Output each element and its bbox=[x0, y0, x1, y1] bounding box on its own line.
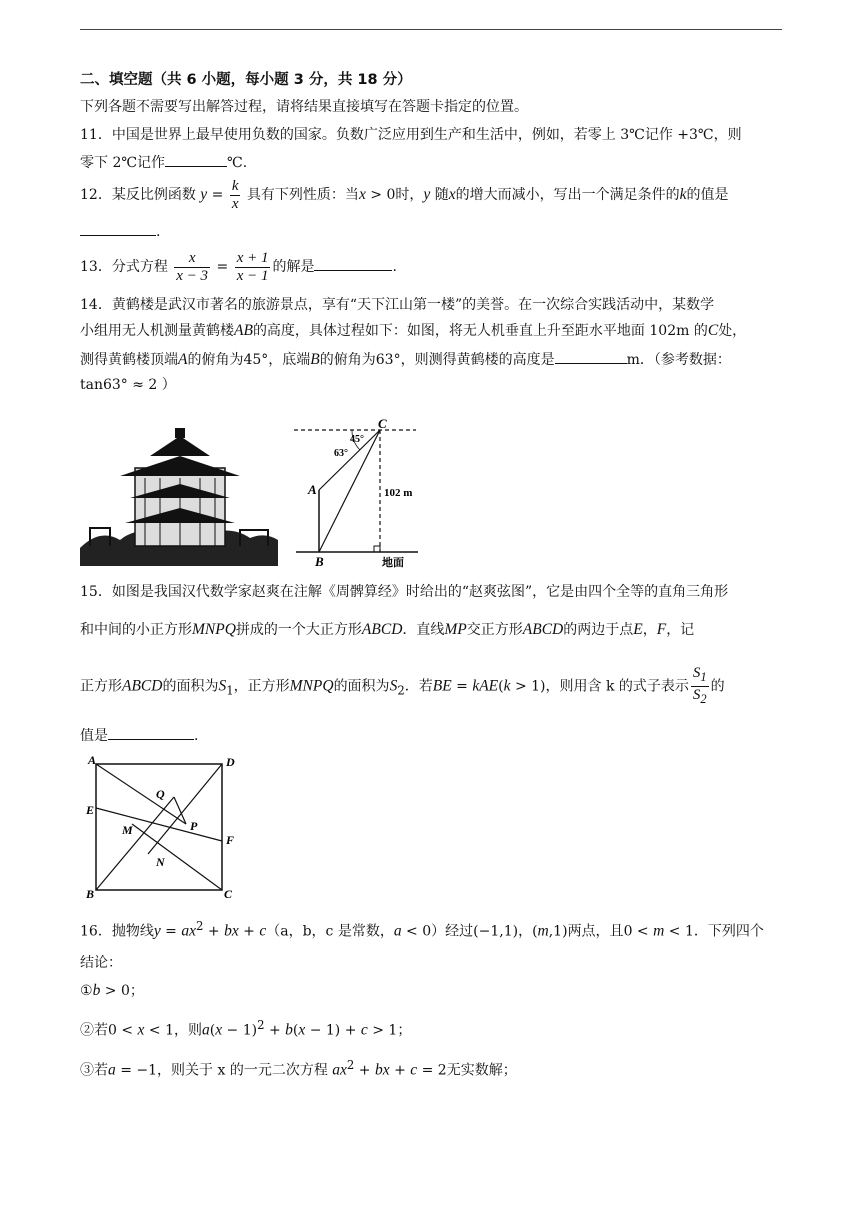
answer-blank-15[interactable] bbox=[108, 725, 194, 740]
q13-text-a: 13．分式方程 bbox=[80, 259, 168, 275]
q13-fraction-right: $\frac{x + 1}{x - 1}$ bbox=[236, 249, 269, 284]
q13-fraction-left: $\frac{x}{x - 3}$ bbox=[176, 249, 209, 284]
label-C: C bbox=[378, 418, 387, 431]
q11-text: 零下 2℃记作 bbox=[80, 155, 166, 171]
q11-unit: ℃. bbox=[227, 155, 248, 171]
label-N: N bbox=[156, 855, 165, 869]
q15-line1: 15．如图是我国汉代数学家赵爽在注解《周髀算经》时给出的“赵爽弦图”，它是由四个全等的直角三角形 bbox=[80, 584, 729, 600]
label-A: A bbox=[308, 482, 317, 497]
top-rule bbox=[80, 29, 782, 30]
label-ground: 地面 bbox=[382, 557, 404, 568]
q12-text-d: 随 bbox=[434, 187, 449, 203]
answer-blank-12[interactable] bbox=[80, 221, 156, 236]
q15-fraction: $\frac{S_1}{S_2}$ bbox=[692, 665, 707, 706]
zhao-shuang-figure bbox=[84, 752, 244, 900]
q16-line2: 结论： bbox=[80, 955, 122, 971]
label-F: F bbox=[226, 833, 235, 847]
label-A: A bbox=[88, 753, 97, 767]
q12-text-f: 的值是 bbox=[686, 187, 729, 203]
label-height: 102 m bbox=[384, 487, 413, 499]
q12-text-a: 12．某反比例函数 bbox=[80, 187, 196, 203]
q13-text-b: 的解是 bbox=[272, 259, 315, 275]
q14-line2: 小组用无人机测量黄鹤楼AB的高度，具体过程如下：如图，将无人机垂直上升至距水平地面 102m 的C处， bbox=[80, 322, 747, 339]
section-instruction: 下列各题不需要写出解答过程，请将结果直接填写在答题卡指定的位置。 bbox=[80, 99, 528, 115]
yellow-crane-tower-illustration bbox=[80, 428, 280, 566]
label-B: B bbox=[315, 554, 324, 568]
q12-condition: x bbox=[358, 186, 366, 203]
q14-line3: 测得黄鹤楼顶端A的俯角为45°，底端B的俯角为63°，则测得黄鹤楼的高度是 m．（参考数据： bbox=[80, 351, 731, 368]
q16-conclusion-3: ③若a = −1，则关于 x 的一元二次方程 $ax^2$ + bx + c = 2无实数解； bbox=[80, 1058, 517, 1079]
label-63: 63° bbox=[334, 448, 348, 459]
q12-line2: . bbox=[80, 221, 160, 241]
q15-line3: 正方形ABCD的面积为$S_1$，正方形MNPQ的面积为$S_2$．若BE = kAE(k > 1)，则用含 k 的式子表示 $\frac{S_1}{S_2}$ 的 bbox=[80, 665, 725, 706]
q14-line1: 14．黄鹤楼是武汉市著名的旅游景点，享有“天下江山第一楼”的美誉。在一次综合实践活动中，某数学 bbox=[80, 297, 715, 313]
q13-line: 13．分式方程 $\frac{x}{x - 3}$ = $\frac{x + 1}{x - 1}$ 的解是 . bbox=[80, 249, 397, 284]
label-M: M bbox=[122, 823, 133, 837]
q14-line4: tan63° ≈ 2 ） bbox=[80, 377, 176, 393]
q12-line1: 12．某反比例函数 y = $\frac{k}{x}$ 具有下列性质：当x > 0时，y 随x的增大而减小，写出一个满足条件的k的值是 bbox=[80, 177, 729, 212]
q11-line1: 11．中国是世界上最早使用负数的国家。负数广泛应用到生产和生活中，例如，若零上 3℃记作 +3℃，则 bbox=[80, 127, 742, 143]
label-Q: Q bbox=[156, 787, 165, 801]
q12-text-e: 的增大而减小，写出一个满足条件的 bbox=[455, 187, 680, 203]
q12-fraction: $\frac{k}{x}$ bbox=[231, 177, 239, 212]
label-E: E bbox=[86, 803, 95, 817]
answer-blank-14[interactable] bbox=[555, 349, 627, 364]
label-P: P bbox=[190, 819, 198, 833]
label-B: B bbox=[86, 887, 95, 900]
label-45: 45° bbox=[350, 434, 364, 445]
label-C: C bbox=[224, 887, 233, 900]
q16-conclusion-1: ①b > 0； bbox=[80, 982, 144, 999]
answer-blank-11[interactable] bbox=[165, 152, 227, 167]
q11-line2 bbox=[80, 152, 247, 172]
label-D: D bbox=[226, 755, 235, 769]
q16-line1: 16．抛物线$y = ax^2$ + bx + c（a，b，c 是常数，a < 0）经过(−1,1)，(m,1)两点，且0 < m < 1．下列四个 bbox=[80, 919, 764, 940]
answer-blank-13[interactable] bbox=[314, 256, 392, 271]
q14-geometry-figure bbox=[290, 418, 420, 568]
q12-formula: y bbox=[200, 186, 208, 203]
q12-text-c: 时， bbox=[395, 187, 424, 203]
q15-line2: 和中间的小正方形MNPQ拼成的一个大正方形ABCD．直线MP交正方形ABCD的两边于点E，F，记 bbox=[80, 621, 695, 638]
q15-line4: 值是 . bbox=[80, 725, 198, 745]
section-title: 二、填空题（共 6 小题，每小题 3 分，共 18 分） bbox=[80, 72, 412, 88]
q16-conclusion-2: ②若0 < x < 1，则$a(x - 1)^2 + b(x - 1) + c > 1$； bbox=[80, 1018, 412, 1039]
q12-text-b: 具有下列性质：当 bbox=[246, 187, 359, 203]
